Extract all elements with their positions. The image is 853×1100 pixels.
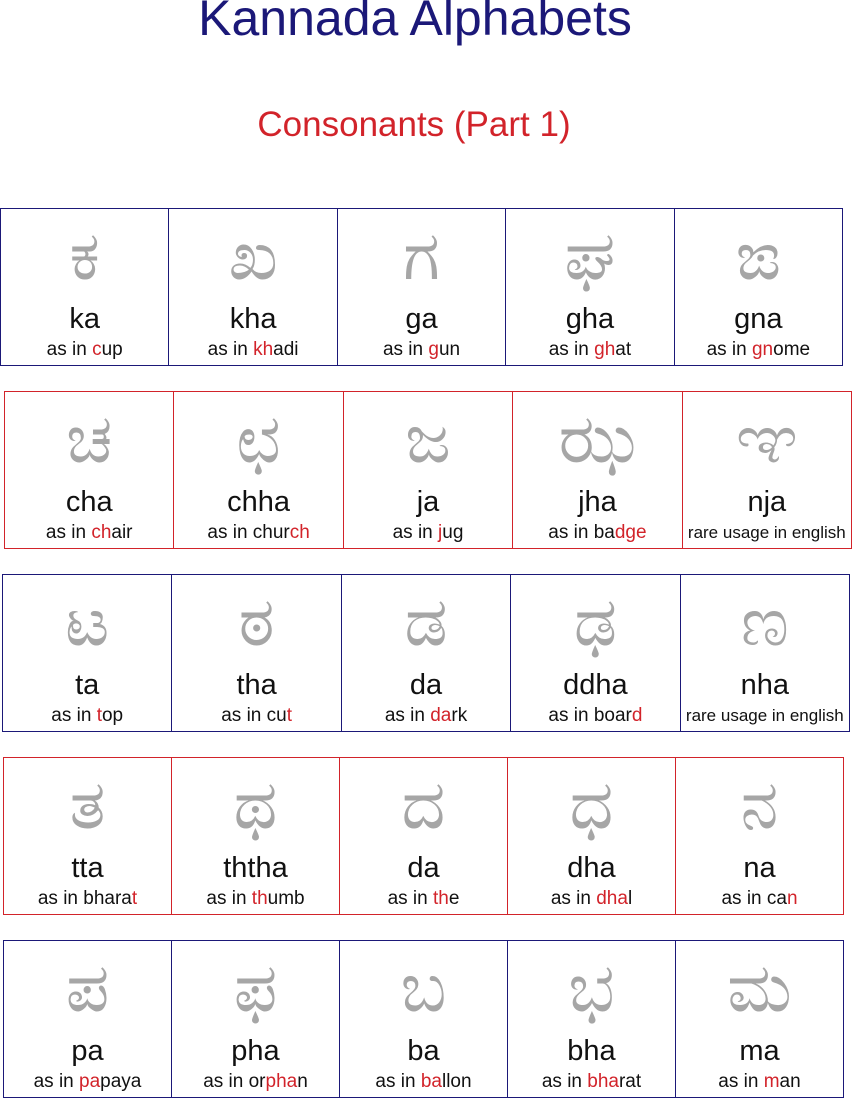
pronunciation-example: [675, 339, 842, 361]
transliteration: ka: [69, 303, 101, 335]
example-text: as in ba: [548, 522, 615, 543]
example-text: as in: [718, 1071, 764, 1092]
transliteration: bha: [567, 1035, 616, 1067]
pronunciation-example: [172, 888, 339, 910]
consonant-card-dha: [507, 758, 675, 914]
consonant-card-ba: [339, 941, 507, 1097]
example-highlight: j: [438, 522, 443, 543]
pronunciation-example: [513, 522, 681, 544]
example-text: rare usage in english: [687, 523, 846, 542]
consonant-card-tta: [4, 758, 171, 914]
kannada-letter: ಞ: [735, 400, 798, 479]
example-text: op: [101, 705, 124, 726]
consonant-card-bha: [507, 941, 675, 1097]
kannada-letter: ಙ: [735, 217, 782, 296]
example-highlight: ch: [91, 522, 112, 543]
example-text: umb: [267, 888, 305, 909]
example-text: as in cu: [221, 705, 287, 726]
example-text: un: [438, 339, 461, 360]
consonant-row: [0, 208, 843, 366]
example-highlight: kh: [253, 339, 274, 360]
example-text: ug: [442, 522, 464, 543]
consonant-card-ga: [337, 209, 505, 365]
example-highlight: dha: [596, 888, 628, 909]
example-text: as in: [46, 339, 93, 360]
kannada-letter: ಚ: [65, 400, 113, 479]
transliteration: nha: [740, 669, 790, 701]
transliteration: gha: [565, 303, 615, 335]
pronunciation-example: [511, 705, 679, 727]
page-title: Kannada Alphabets: [198, 0, 632, 46]
consonant-card-na: [675, 758, 843, 914]
example-text: rat: [618, 1071, 642, 1092]
transliteration: kha: [229, 303, 277, 335]
example-text: air: [111, 522, 133, 543]
example-text: at: [615, 339, 632, 360]
example-text: e: [448, 888, 460, 909]
pronunciation-example: [342, 705, 510, 727]
example-text: as in: [541, 1071, 588, 1092]
example-highlight: ba: [420, 1071, 442, 1092]
example-text: as in: [51, 705, 97, 726]
pronunciation-example: [169, 339, 336, 361]
transliteration: pha: [231, 1035, 280, 1067]
example-text: rk: [451, 705, 468, 726]
example-text: ome: [773, 339, 811, 360]
kannada-letter: ಡ: [404, 583, 448, 662]
kannada-letter: ದ: [401, 766, 446, 845]
transliteration: ja: [416, 486, 440, 518]
example-highlight: m: [763, 1071, 780, 1092]
example-text: paya: [100, 1071, 142, 1092]
consonant-card-cha: [5, 392, 173, 548]
transliteration: ba: [407, 1035, 440, 1067]
kannada-letter: ಟ: [65, 583, 110, 662]
transliteration: ddha: [563, 669, 628, 701]
consonant-card-da: [339, 758, 507, 914]
consonant-row: [3, 940, 844, 1098]
pronunciation-example: [172, 705, 340, 727]
transliteration: da: [407, 852, 440, 884]
kannada-letter: ಬ: [400, 949, 447, 1028]
transliteration: dha: [567, 852, 616, 884]
pronunciation-example: [508, 1071, 675, 1093]
pronunciation-example: [508, 888, 675, 910]
example-text: as in: [207, 339, 254, 360]
example-highlight: gn: [751, 339, 774, 360]
consonant-card-jha: [512, 392, 681, 548]
consonant-card-nja: [682, 392, 851, 548]
consonant-card-pha: [171, 941, 339, 1097]
kannada-letter: ಧ: [569, 766, 614, 845]
consonant-card-gha: [505, 209, 673, 365]
transliteration: tha: [236, 669, 277, 701]
example-highlight: th: [432, 888, 449, 909]
example-text: adi: [273, 339, 299, 360]
consonant-row: [3, 757, 844, 915]
consonant-card-gna: [674, 209, 842, 365]
consonant-row: [2, 574, 850, 732]
example-text: as in: [375, 1071, 421, 1092]
example-highlight: da: [430, 705, 452, 726]
example-highlight: gh: [594, 339, 616, 360]
example-text: as in chur: [207, 522, 290, 543]
transliteration: cha: [65, 486, 113, 518]
pronunciation-example: [344, 522, 512, 544]
example-highlight: pa: [79, 1071, 101, 1092]
example-highlight: ch: [289, 522, 310, 543]
kannada-letter: ಠ: [238, 583, 275, 662]
kannada-letter: ಭ: [568, 949, 615, 1028]
kannada-letter: ಘ: [564, 217, 616, 296]
example-text: as in: [382, 339, 429, 360]
pronunciation-example: [681, 705, 849, 727]
kannada-letter: ಪ: [65, 949, 110, 1028]
consonant-card-tha: [171, 575, 340, 731]
example-highlight: t: [96, 705, 102, 726]
kannada-letter: ಫ: [233, 949, 278, 1028]
kannada-letter: ತ: [69, 766, 106, 845]
transliteration: ma: [739, 1035, 780, 1067]
example-text: as in or: [203, 1071, 266, 1092]
example-text: llon: [441, 1071, 472, 1092]
consonant-card-ka: [1, 209, 168, 365]
kannada-letter: ಮ: [727, 949, 792, 1028]
kannada-letter: ಢ: [573, 583, 618, 662]
transliteration: na: [743, 852, 776, 884]
example-text: rare usage in english: [685, 706, 844, 725]
example-text: an: [779, 1071, 801, 1092]
transliteration: ththa: [223, 852, 288, 884]
consonant-card-ta: [3, 575, 171, 731]
kannada-letter: ಖ: [228, 217, 278, 296]
kannada-letter: ಝ: [558, 400, 637, 479]
example-text: as in boar: [548, 705, 632, 726]
pronunciation-example: [506, 339, 673, 361]
pronunciation-example: [172, 1071, 339, 1093]
example-text: up: [101, 339, 123, 360]
example-text: as in: [33, 1071, 80, 1092]
pronunciation-example: [3, 705, 171, 727]
example-text: as in: [548, 339, 595, 360]
consonant-card-ddha: [510, 575, 679, 731]
example-highlight: bha: [587, 1071, 619, 1092]
consonant-card-da: [341, 575, 510, 731]
example-text: as in: [387, 888, 433, 909]
kannada-letter: ಜ: [405, 400, 451, 479]
example-text: n: [297, 1071, 308, 1092]
consonant-card-nha: [680, 575, 849, 731]
pronunciation-example: [338, 339, 505, 361]
consonant-card-kha: [168, 209, 336, 365]
pronunciation-example: [5, 522, 173, 544]
transliteration: ta: [75, 669, 100, 701]
pronunciation-example: [174, 522, 342, 544]
pronunciation-example: [340, 888, 507, 910]
example-text: as in: [550, 888, 597, 909]
pronunciation-example: [340, 1071, 507, 1093]
consonant-card-ja: [343, 392, 512, 548]
example-text: as in bhara: [37, 888, 132, 909]
example-text: as in: [392, 522, 439, 543]
transliteration: gna: [734, 303, 783, 335]
transliteration: chha: [227, 486, 291, 518]
transliteration: da: [409, 669, 443, 701]
example-highlight: t: [286, 705, 292, 726]
transliteration: tta: [71, 852, 104, 884]
example-text: l: [627, 888, 633, 909]
example-highlight: n: [786, 888, 798, 909]
example-highlight: t: [131, 888, 138, 909]
example-text: as in: [706, 339, 752, 360]
example-text: as in: [384, 705, 431, 726]
kannada-letter: ಕ: [69, 217, 100, 296]
kannada-letter: ಛ: [236, 400, 281, 479]
example-highlight: d: [631, 705, 643, 726]
example-text: as in: [206, 888, 252, 909]
pronunciation-example: [4, 1071, 171, 1093]
example-highlight: pha: [265, 1071, 298, 1092]
page-subtitle: Consonants (Part 1): [257, 105, 571, 144]
pronunciation-example: [676, 1071, 843, 1093]
pronunciation-example: [1, 339, 168, 361]
kannada-letter: ಗ: [403, 217, 440, 296]
pronunciation-example: [676, 888, 843, 910]
example-highlight: g: [428, 339, 439, 360]
pronunciation-example: [683, 522, 851, 544]
consonant-card-chha: [173, 392, 342, 548]
kannada-letter: ನ: [740, 766, 779, 845]
example-highlight: c: [92, 339, 102, 360]
pronunciation-example: [4, 888, 171, 910]
transliteration: pa: [71, 1035, 104, 1067]
consonant-card-pa: [4, 941, 171, 1097]
transliteration: jha: [578, 486, 617, 518]
kannada-letter: ಥ: [233, 766, 278, 845]
consonant-row: [4, 391, 852, 549]
example-highlight: dge: [614, 522, 647, 543]
example-text: as in: [45, 522, 92, 543]
consonant-card-ma: [675, 941, 843, 1097]
transliteration: ga: [405, 303, 438, 335]
example-highlight: th: [251, 888, 268, 909]
kannada-letter: ಣ: [740, 583, 789, 662]
consonant-card-ththa: [171, 758, 339, 914]
example-text: as in ca: [721, 888, 787, 909]
transliteration: nja: [747, 486, 787, 518]
